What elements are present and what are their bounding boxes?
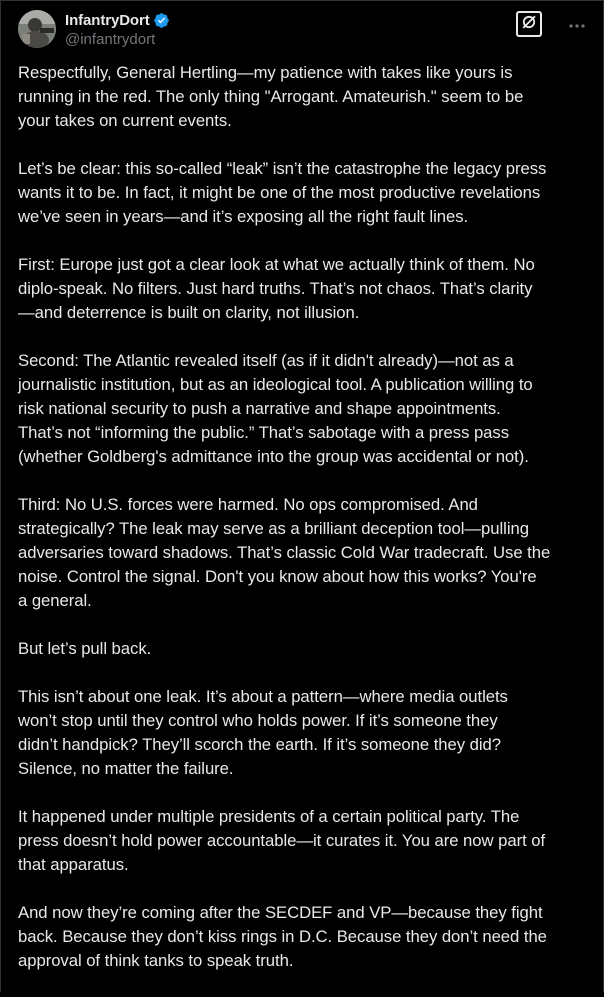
post-text-line: Silence, no matter the failure. <box>18 759 234 778</box>
avatar[interactable] <box>18 10 56 48</box>
post-text-line: adversaries toward shadows. That’s classic Cold War tradecraft. Use the <box>18 543 551 562</box>
post-text-line: wants it to be. In fact, it might be one of the most productive revelations <box>18 183 541 202</box>
post-paragraph <box>18 685 598 781</box>
post-text-line: press doesn’t hold power accountable—it curates it. You are now part of <box>18 831 546 850</box>
post-text-line: your takes on current events. <box>18 111 232 130</box>
post-paragraph <box>18 637 598 661</box>
post-paragraph <box>18 61 598 133</box>
post-text-line: didn’t handpick? They’ll scorch the earth. If it’s someone they did? <box>18 735 501 754</box>
post-paragraph <box>18 157 598 229</box>
display-name-row[interactable] <box>65 11 170 29</box>
post-text-line: Respectfully, General Hertling—my patience with takes like yours is <box>18 63 513 82</box>
post-paragraph <box>18 493 598 613</box>
post-text-line: noise. Control the signal. Don't you know about how this works? You're <box>18 567 537 586</box>
post-text-line: journalistic institution, but as an ideological tool. A publication willing to <box>18 375 533 394</box>
post-paragraph <box>18 253 598 325</box>
post-text-line: It happened under multiple presidents of a certain political party. The <box>18 807 520 826</box>
post-text-line: That’s not “informing the public.” That’s sabotage with a press pass <box>18 423 509 442</box>
post-text-line: —and deterrence is built on clarity, not illusion. <box>18 303 360 322</box>
display-name[interactable]: InfantryDort <box>65 11 150 29</box>
post-text-line: approval of think tanks to speak truth. <box>18 951 294 970</box>
more-horizontal-icon <box>569 15 585 33</box>
post-text-line: won’t stop until they control who holds power. If it’s someone they <box>18 711 498 730</box>
post-text-line: back. Because they don’t kiss rings in D.C. Because they don’t need the <box>18 927 547 946</box>
post-paragraph <box>18 349 598 469</box>
post-text-line: Third: No U.S. forces were harmed. No ops compromised. And <box>18 495 478 514</box>
post-paragraph <box>18 901 598 973</box>
verified-badge-icon[interactable] <box>153 12 170 29</box>
grok-icon <box>521 14 537 35</box>
post-text-line: strategically? The leak may serve as a brilliant deception tool—pulling <box>18 519 529 538</box>
post-text-line: First: Europe just got a clear look at what we actually think of them. No <box>18 255 535 274</box>
post-header <box>18 9 591 49</box>
avatar-image <box>18 10 56 48</box>
post-text-line: (whether Goldberg's admittance into the group was accidental or not). <box>18 447 529 466</box>
post-text <box>18 61 598 997</box>
post-text-line: that apparatus. <box>18 855 129 874</box>
post-text-line: running in the red. The only thing "Arrogant. Amateurish." seem to be <box>18 87 524 106</box>
more-options-button[interactable] <box>567 14 587 34</box>
post-text-line: And now they’re coming after the SECDEF and VP—because they fight <box>18 903 543 922</box>
post-text-line: we’ve seen in years—and it’s exposing all the right fault lines. <box>18 207 469 226</box>
post-text-line: a general. <box>18 591 92 610</box>
author-names <box>65 11 170 48</box>
post-text-line: But let’s pull back. <box>18 639 152 658</box>
post-text-line: diplo-speak. No filters. Just hard truths. That’s not chaos. That’s clarity <box>18 279 533 298</box>
post-text-line: This isn’t about one leak. It’s about a pattern—where media outlets <box>18 687 508 706</box>
author-handle[interactable]: @infantrydort <box>65 31 156 48</box>
post-text-line: Let’s be clear: this so-called “leak” isn’t the catastrophe the legacy press <box>18 159 547 178</box>
post-text-line: Second: The Atlantic revealed itself (as if it didn't already)—not as a <box>18 351 514 370</box>
post-text-line: risk national security to push a narrative and shape appointments. <box>18 399 501 418</box>
post-paragraph <box>18 805 598 877</box>
grok-button[interactable] <box>516 11 542 37</box>
